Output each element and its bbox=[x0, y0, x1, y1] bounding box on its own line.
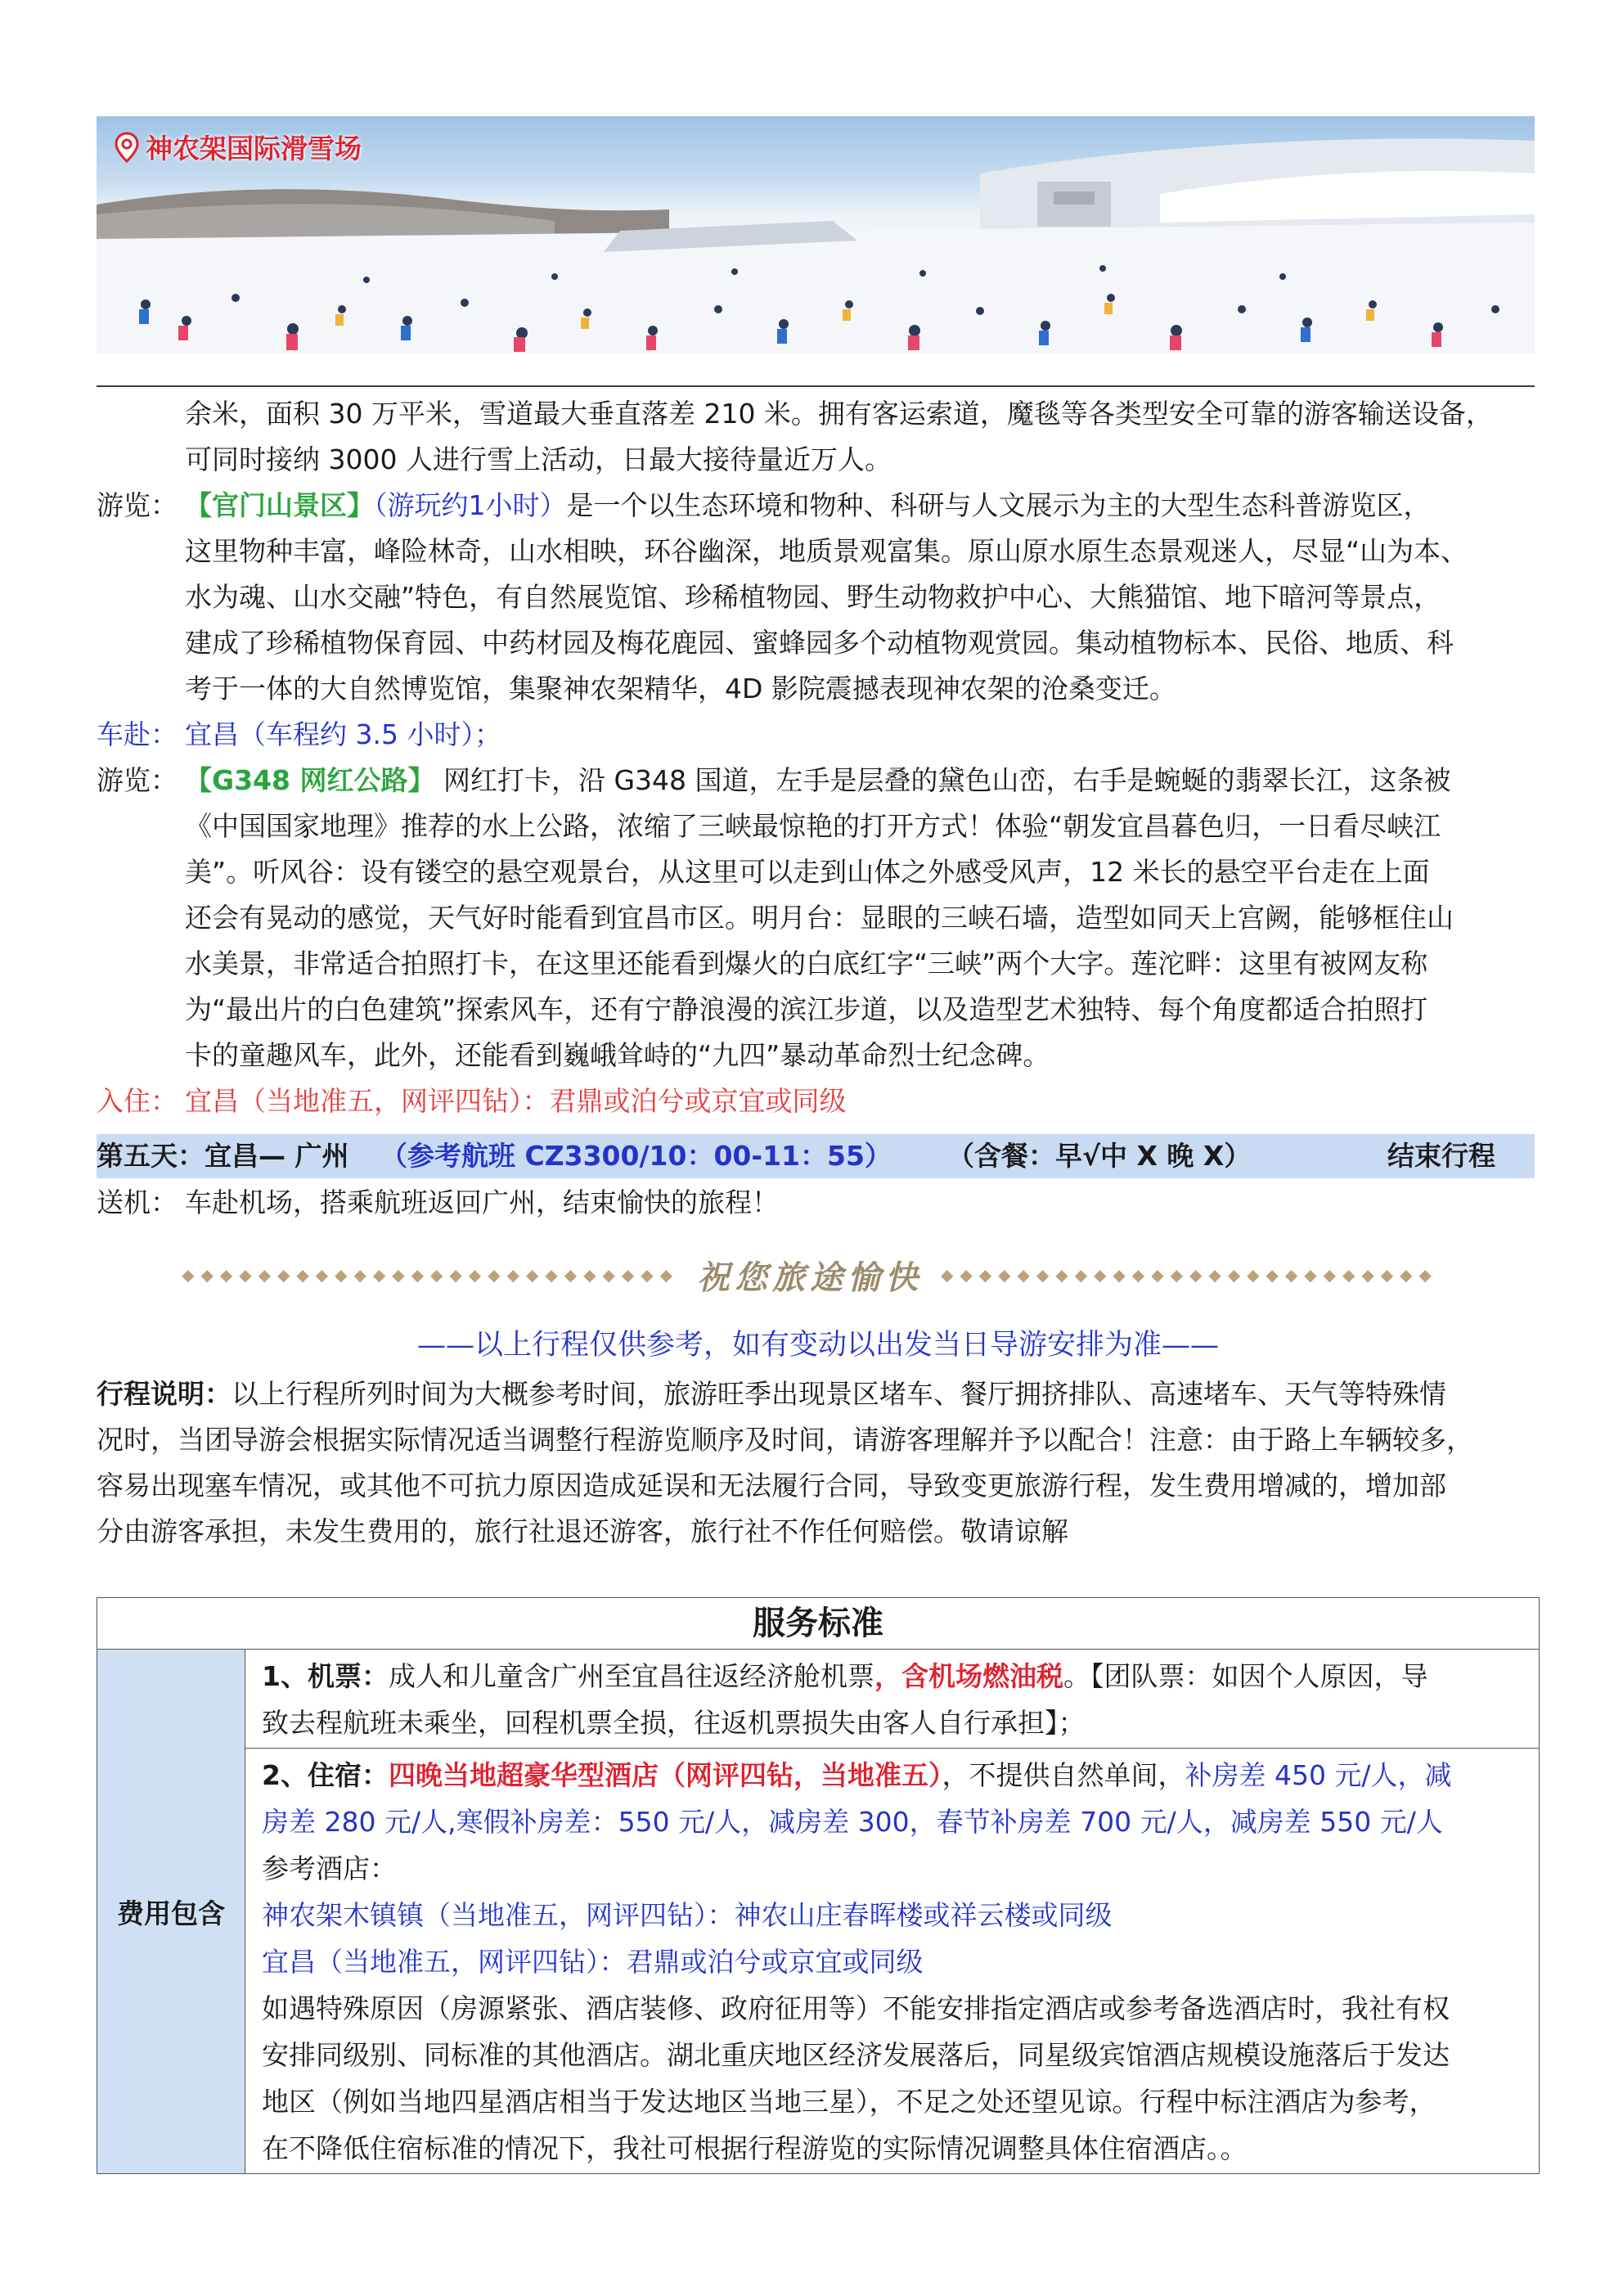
day5-end: 结束行程 bbox=[1387, 1140, 1495, 1172]
text-line: 建成了珍稀植物保育园、中药材园及梅花鹿园、蜜蜂园多个动植物观赏园。集动植物标本、民俗、地质、科 bbox=[185, 627, 1454, 659]
text-line: 为“最出片的白色建筑”探索风车，还有宁静浪漫的滨江步道，以及造型艺术独特、每个角度都适合拍照打 bbox=[185, 993, 1428, 1025]
text-line: 如遇特殊原因（房源紧张、酒店装修、政府征用等）不能安排指定酒店或参考备选酒店时，我社有权 bbox=[262, 1992, 1450, 2024]
hotel-cell bbox=[245, 1749, 1540, 2174]
text-line: 水美景，非常适合拍照打卡，在这里还能看到爆火的白底红字“三峡”两个大字。莲沱畔：这里有被网友称 bbox=[185, 948, 1428, 979]
text-line: 卡的童趣风车，此外，还能看到巍峨耸峙的“九四”暴动革命烈士纪念碑。 bbox=[185, 1039, 1050, 1071]
drive-section bbox=[97, 712, 1540, 758]
stay-text: 宜昌（当地准五，网评四钻）：君鼎或泊兮或京宜或同级 bbox=[185, 1085, 847, 1117]
fee-included-label: 费用包含 bbox=[97, 1650, 245, 2174]
service-table-title: 服务标准 bbox=[97, 1598, 1540, 1650]
air-ticket-cell bbox=[245, 1650, 1540, 1749]
ticket-highlight: ，含机场燃油税 bbox=[874, 1660, 1063, 1692]
ticket-text-2: 。【团队票：如因个人原因，导 bbox=[1063, 1660, 1428, 1692]
guanmen-text: 是一个以生态环境和物种、科研与人文展示为主的大型生态科普游览区， bbox=[566, 489, 1431, 521]
transfer-section bbox=[97, 1180, 1540, 1226]
guanmen-section bbox=[97, 483, 1540, 712]
banner-title: 神农架国际滑雪场 bbox=[146, 133, 362, 164]
service-standard-table bbox=[97, 1597, 1540, 2174]
day5-title: 第五天：宜昌— 广州 bbox=[97, 1140, 349, 1172]
text-line: 余米，面积 30 万平米，雪道最大垂直落差 210 米。拥有客运索道，魔毯等各类型安全可靠的游客输送设备， bbox=[185, 398, 1493, 430]
guanmen-name: 【官门山景区】 bbox=[185, 489, 374, 521]
g348-section bbox=[97, 758, 1540, 1078]
text-line: 水为魂、山水交融”特色，有自然展览馆、珍稀植物园、野生动物救护中心、大熊猫馆、地下暗河等景点， bbox=[185, 581, 1441, 613]
explanation-text: 以上行程所列时间为大概参考时间，旅游旺季出现景区堵车、餐厅拥挤排队、高速堵车、天气等特殊情 bbox=[232, 1378, 1446, 1410]
ski-resort-banner bbox=[97, 116, 1535, 353]
day5-header-bar bbox=[97, 1134, 1535, 1178]
ticket-text: 成人和儿童含广州至宜昌往返经济舱机票 bbox=[388, 1660, 874, 1692]
text-line: 在不降低住宿标准的情况下，我社可根据行程游览的实际情况调整具体住宿酒店。。 bbox=[262, 2132, 1248, 2164]
hotel-price-line: 房差 280 元/人,寒假补房差：550 元/人，减房差 300，春节补房差 700 元/人，减房差 550 元/人 bbox=[262, 1806, 1443, 1838]
text-line: 容易出现塞车情况，或其他不可抗力原因造成延误和无法履行合同，导致变更旅游行程，发生费用增减的，增加部 bbox=[97, 1470, 1446, 1501]
decorative-dots-left: ◆◆◆◆◆◆◆◆◆◆◆◆◆◆◆◆◆◆◆◆◆◆◆◆◆◆ bbox=[182, 1265, 679, 1285]
g348-name: 【G348 网红公路】 bbox=[185, 764, 435, 796]
text-line: 安排同级别、同标准的其他酒店。湖北重庆地区经济发展落后，同星级宾馆酒店规模设施落后于发达 bbox=[262, 2039, 1450, 2071]
hotel-yichang: 宜昌（当地准五，网评四钻）：君鼎或泊兮或京宜或同级 bbox=[262, 1946, 924, 1978]
banner-title-group bbox=[115, 128, 362, 166]
location-pin-icon bbox=[115, 132, 139, 163]
text-line: 美”。听风谷：设有镂空的悬空观景台，从这里可以走到山体之外感受风声，12 米长的悬空平台走在上面 bbox=[185, 856, 1430, 888]
hotel-price: 补房差 450 元/人，减 bbox=[1185, 1759, 1452, 1791]
text-line: 《中国国家地理》推荐的水上公路，浓缩了三峡最惊艳的打开方式！体验“朝发宜昌暮色归，一日看尽峡江 bbox=[185, 810, 1441, 842]
hotel-shennongjia: 神农架木镇镇（当地准五，网评四钻）：神农山庄春晖楼或祥云楼或同级 bbox=[262, 1899, 1113, 1931]
hotel-label: 2、住宿： bbox=[262, 1759, 389, 1791]
text-line: 分由游客承担，未发生费用的，旅行社退还游客，旅行社不作任何赔偿。敬请谅解 bbox=[97, 1515, 1068, 1547]
explanation-label: 行程说明： bbox=[97, 1378, 232, 1410]
guanmen-duration: （游玩约1小时） bbox=[374, 489, 567, 521]
text-line: 地区（例如当地四星酒店相当于发达地区当地三星），不足之处还望见谅。行程中标注酒店为参考， bbox=[262, 2086, 1436, 2118]
guanmen-first-line bbox=[185, 483, 1540, 529]
hotel-text: ，不提供自然单间， bbox=[942, 1759, 1185, 1791]
drive-label: 车赴： bbox=[97, 718, 178, 750]
day5-flight: （参考航班 CZ3300/10：00-11：55） bbox=[380, 1140, 892, 1172]
itinerary-explanation bbox=[97, 1371, 1540, 1555]
itinerary-notice: ——以上行程仅供参考，如有变动以出发当日导游安排为准—— bbox=[416, 1329, 1219, 1362]
text-line: 致去程航班未乘坐，回程机票全损，往返机票损失由客人自行承担】； bbox=[262, 1707, 1086, 1739]
wish-text: 祝您旅途愉快 bbox=[697, 1258, 923, 1297]
g348-text: 网红打卡，沿 G348 国道，左手是层叠的黛色山峦，右手是蜿蜒的翡翠长江，这条被 bbox=[434, 764, 1451, 796]
ticket-label: 1、机票： bbox=[262, 1660, 389, 1692]
ski-resort-description bbox=[97, 391, 1623, 483]
text-line: 这里物种丰富，峰险林奇，山水相映，环谷幽深，地质景观富集。原山原水原生态景观迷人，尽显“山为本、 bbox=[185, 535, 1468, 567]
transfer-label: 送机： bbox=[97, 1186, 178, 1218]
stay-section bbox=[97, 1078, 1540, 1124]
drive-text: 宜昌（车程约 3.5 小时）； bbox=[185, 718, 501, 750]
day5-meals: （含餐：早√中 X 晚 X） bbox=[947, 1140, 1252, 1172]
decorative-dots-right: ◆◆◆◆◆◆◆◆◆◆◆◆◆◆◆◆◆◆◆◆◆◆◆◆◆◆ bbox=[941, 1265, 1438, 1285]
text-line: 还会有晃动的感觉，天气好时能看到宜昌市区。明月台：显眼的三峡石墙，造型如同天上宫阙，能够框住山 bbox=[185, 902, 1454, 934]
wish-banner bbox=[155, 1252, 1464, 1298]
text-line: 况时，当团导游会根据实际情况适当调整行程游览顺序及时间，请游客理解并予以配合！注意：由于路上车辆较多， bbox=[97, 1424, 1473, 1456]
g348-first-line bbox=[185, 758, 1540, 804]
visit-label: 游览： bbox=[97, 764, 178, 796]
hotel-highlight: 四晚当地超豪华型酒店（网评四钻，当地准五） bbox=[388, 1759, 942, 1791]
visit-label: 游览： bbox=[97, 489, 178, 521]
text-line: 考于一体的大自然博览馆，集聚神农架精华，4D 影院震撼表现神农架的沧桑变迁。 bbox=[185, 673, 1176, 705]
transfer-text: 车赴机场，搭乘航班返回广州，结束愉快的旅程！ bbox=[185, 1186, 779, 1218]
stay-label: 入住： bbox=[97, 1085, 178, 1117]
reference-hotel-label: 参考酒店： bbox=[262, 1853, 397, 1884]
text-line: 可同时接纳 3000 人进行雪上活动，日最大接待量近万人。 bbox=[185, 443, 892, 475]
section-divider bbox=[97, 385, 1535, 387]
